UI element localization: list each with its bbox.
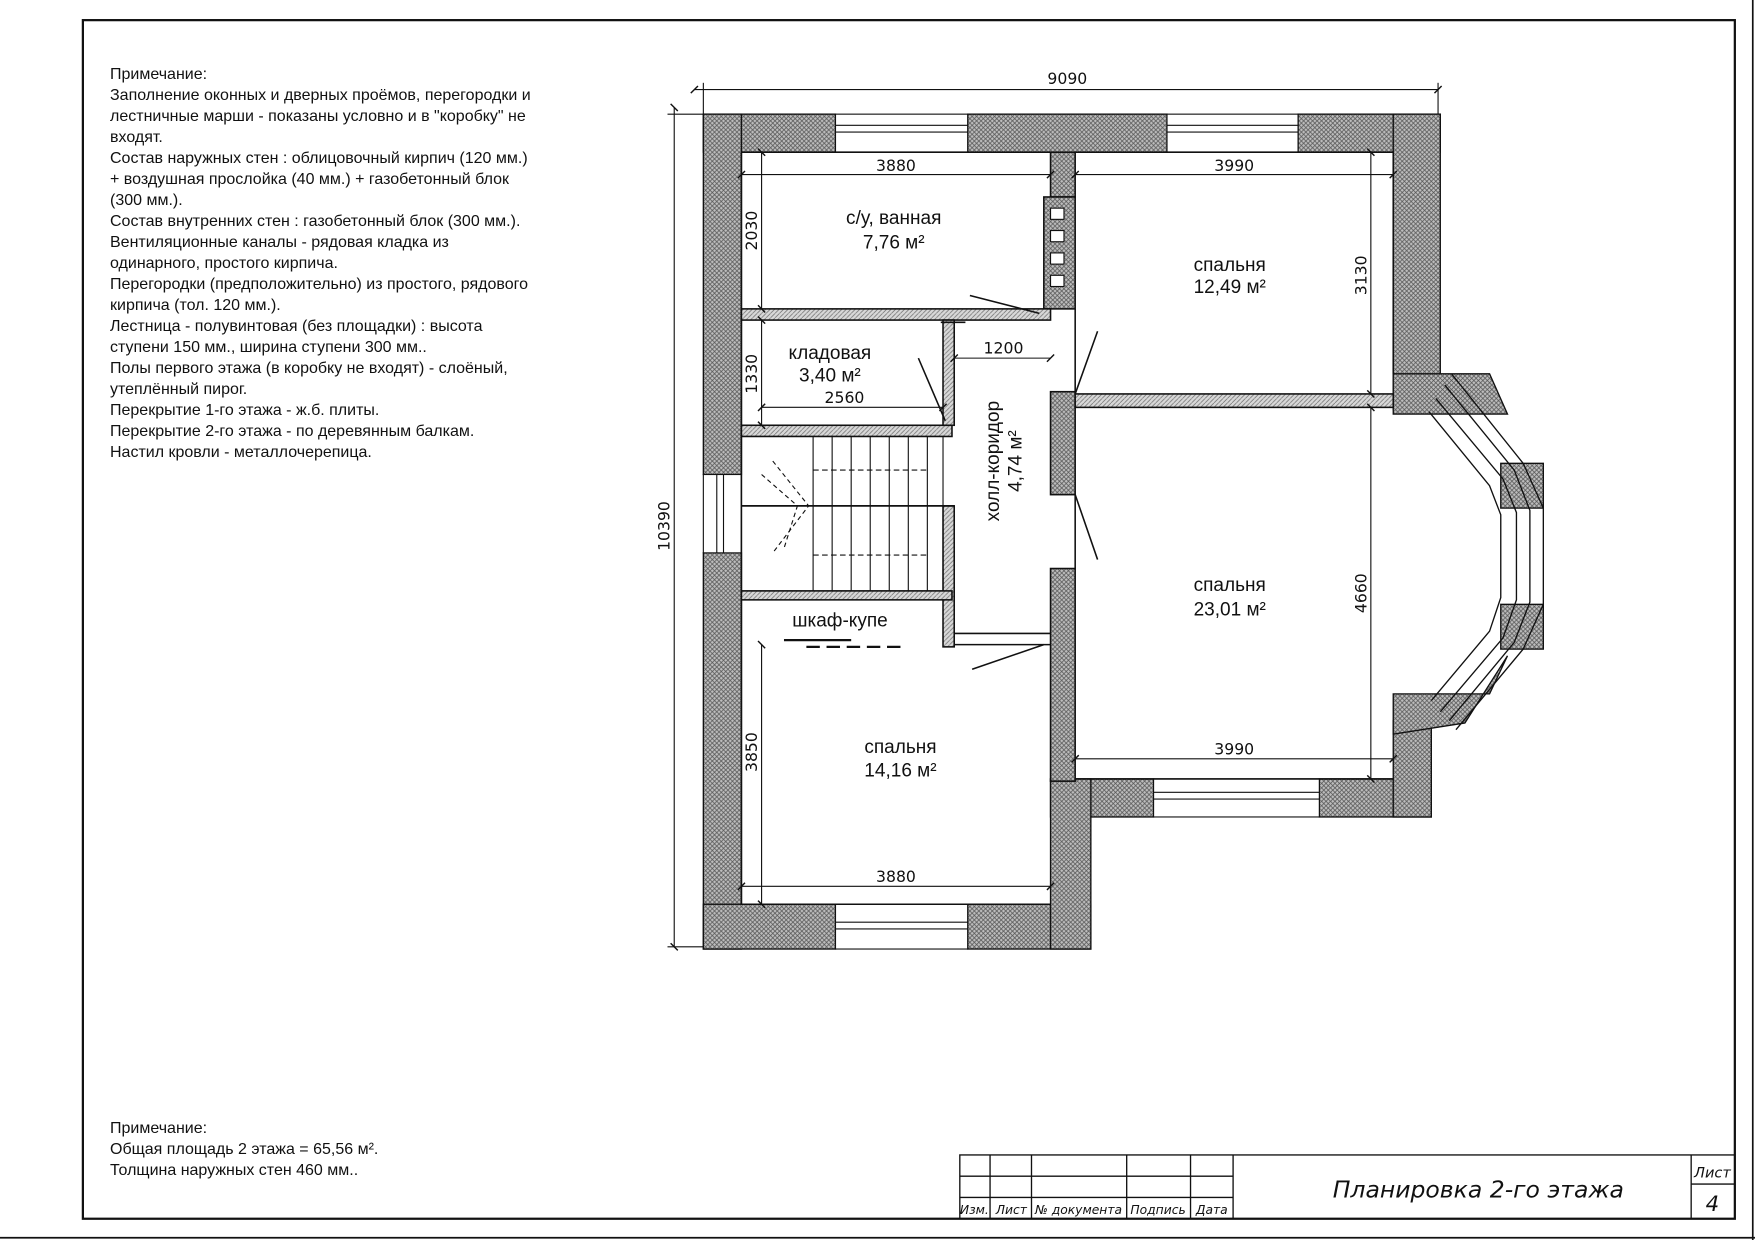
note-line: кирпича (тол. 120 мм.). [110,297,281,314]
note-line: (300 мм.). [110,192,183,209]
room-wardrobe-name: шкаф-купе [792,610,888,632]
note-line: лестничные марши - показаны условно и в "коробку" не [110,108,526,125]
note-line: Состав внутренних стен : газобетонный блок (300 мм.). [110,213,521,230]
note-line: Перегородки (предположительно) из простого, рядового [110,276,529,293]
title-block-col-date: Дата [1195,1203,1228,1218]
windows [703,114,1319,949]
sheet-number: 4 [1705,1191,1720,1217]
dim-storage-height: 1330 [742,353,762,394]
drawing-title: Планировка 2-го этажа [1332,1175,1624,1204]
dim-bed-ne-width: 3990 [1214,156,1255,176]
title-block-col-izm: Изм. [959,1203,989,1218]
note-line: Общая площадь 2 этажа = 65,56 м². [110,1141,379,1158]
note-line: + воздушная прослойка (40 мм.) + газобетонный блок [110,171,509,188]
room-storage-area: 3,40 м² [799,365,861,387]
dim-bed-sw-width: 3880 [876,866,916,886]
dim-overall-height: 10390 [654,501,674,551]
note-line: утеплённый пирог. [110,381,248,398]
wardrobe-doors [784,640,907,647]
room-hall-name: холл-коридор [983,400,1005,522]
staircase [741,436,954,590]
room-bed-ne-name: спальня [1193,254,1266,276]
room-storage-name: кладовая [788,343,872,365]
dim-storage-width: 2560 [824,387,865,407]
room-bed-sw-area: 14,16 м² [864,760,937,782]
note-line: Заполнение оконных и дверных проёмов, перегородки и [110,87,531,104]
note-line: Настил кровли - металлочерепица. [110,444,372,461]
dim-bed-ne-height: 3130 [1351,255,1371,296]
sheet-label: Лист [1693,1164,1731,1182]
note-line: ступени 150 мм., ширина ступени 300 мм.. [110,339,427,356]
dim-corridor-width: 1200 [983,338,1024,358]
note-line: входят. [110,129,163,146]
room-bed-ne-area: 12,49 м² [1193,277,1266,299]
room-hall-area: 4,74 м² [1005,430,1027,492]
dim-bath-width: 3880 [876,156,916,176]
note-line: Перекрытие 1-го этажа - ж.б. плиты. [110,402,380,419]
note-line: одинарного, простого кирпича. [110,255,338,272]
note-line: Лестница - полувинтовая (без площадки) : высота [110,318,483,335]
title-block-col-doc: № документа [1035,1203,1123,1218]
title-block-col-list: Лист [995,1203,1027,1218]
title-block-col-sign: Подпись [1130,1203,1186,1218]
room-bed-e-name: спальня [1193,574,1266,596]
note-line: Перекрытие 2-го этажа - по деревянным балкам. [110,423,475,440]
notes-top [110,64,590,463]
room-bath-area: 7,76 м² [862,232,925,254]
room-bed-sw-name: спальня [864,737,937,759]
note-line: Состав наружных стен : облицовочный кирпич (120 мм.) [110,150,528,167]
dim-overall-width: 9090 [1047,68,1088,88]
dim-bed-e-width: 3990 [1214,739,1255,759]
dim-bed-e-height: 4660 [1351,573,1371,614]
room-bed-e-area: 23,01 м² [1193,599,1266,621]
note-line: Вентиляционные каналы - рядовая кладка из [110,234,449,251]
floor-plan [655,69,1544,949]
note-line: Примечание: [110,1120,208,1137]
dim-bed-sw-height: 3850 [742,732,762,772]
note-line: Толщина наружных стен 460 мм.. [110,1162,359,1179]
note-line: Примечание: [110,66,208,83]
note-line: Полы первого этажа (в коробку не входят) - слоёный, [110,360,508,377]
dim-bath-height: 2030 [742,210,762,251]
room-bath-name: с/у, ванная [846,207,942,229]
bay-window [1393,374,1543,734]
notes-bottom [110,1118,590,1181]
